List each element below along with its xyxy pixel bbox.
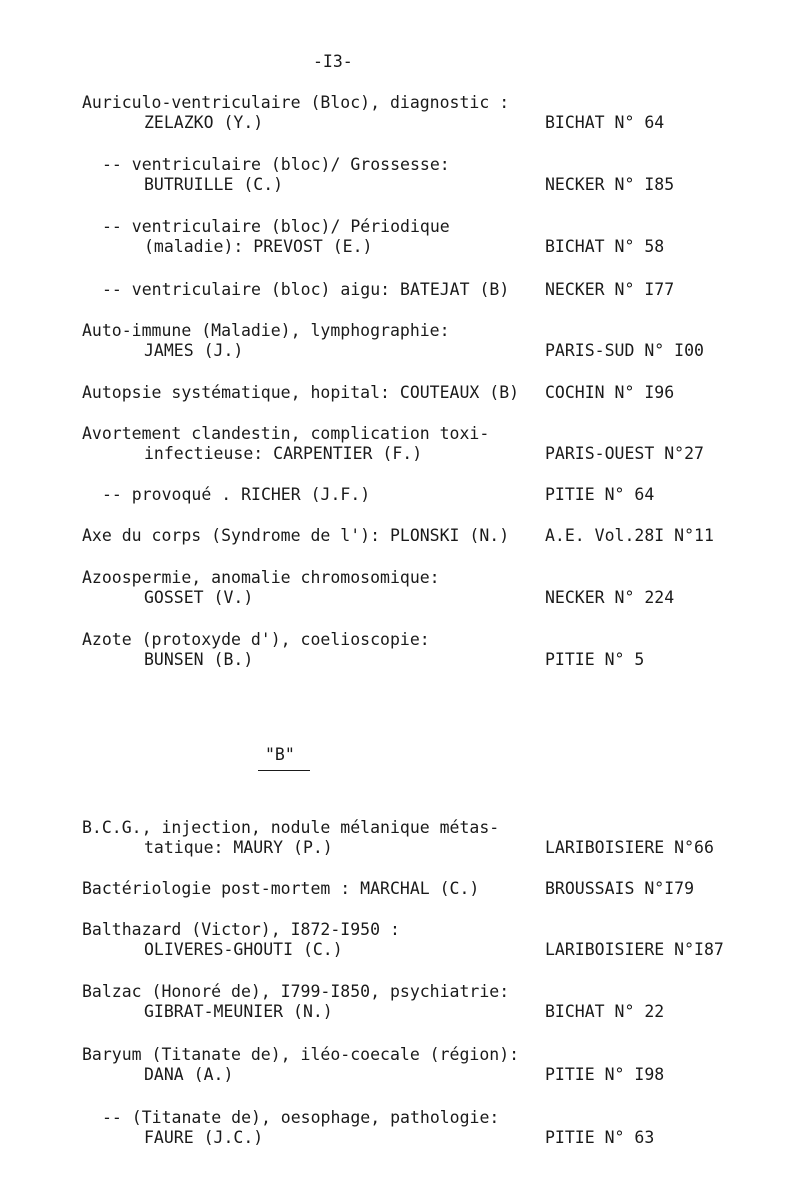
entry-subject: -- ventriculaire (bloc)/ Grossesse:: [102, 155, 450, 174]
entry-author: DANA (A.): [144, 1065, 234, 1084]
entry-reference: BICHAT N° 58: [545, 237, 665, 256]
index-entry: [82, 93, 722, 133]
entry-author: (maladie): PREVOST (E.): [144, 237, 373, 256]
index-entry: [82, 1108, 722, 1148]
entry-reference: PITIE N° 64: [545, 485, 655, 504]
entry-reference: PARIS-SUD N° I00: [545, 341, 704, 360]
entry-reference: PARIS-OUEST N°27: [545, 444, 704, 463]
entry-reference: PITIE N° 63: [545, 1128, 655, 1147]
index-entry: [82, 383, 722, 403]
index-entry: [82, 424, 722, 464]
entry-subject: Balthazard (Victor), I872-I950 :: [82, 920, 400, 939]
entry-author: ZELAZKO (Y.): [144, 113, 264, 132]
entry-subject: B.C.G., injection, nodule mélanique métas-: [82, 818, 500, 837]
entry-reference: LARIBOISIERE N°66: [545, 838, 714, 857]
entry-author: BUTRUILLE (C.): [144, 175, 284, 194]
entry-reference: PITIE N° I98: [545, 1065, 665, 1084]
entry-subject: Auriculo-ventriculaire (Bloc), diagnostic :: [82, 93, 510, 112]
entry-subject: Azote (protoxyde d'), coelioscopie:: [82, 630, 430, 649]
entry-reference: NECKER N° I77: [545, 280, 675, 299]
entry-subject: -- (Titanate de), oesophage, pathologie:: [102, 1108, 500, 1127]
index-entry: [82, 526, 722, 546]
entry-subject: Balzac (Honoré de), I799-I850, psychiatrie:: [82, 982, 510, 1001]
entry-reference: A.E. Vol.28I N°11: [545, 526, 714, 545]
entry-subject: Auto-immune (Maladie), lymphographie:: [82, 321, 450, 340]
entry-reference: BICHAT N° 22: [545, 1002, 665, 1021]
index-entry: [82, 485, 722, 505]
entry-author: infectieuse: CARPENTIER (F.): [144, 444, 423, 463]
index-entry: [82, 280, 722, 300]
page-number: -I3-: [313, 52, 353, 71]
entry-reference: PITIE N° 5: [545, 650, 645, 669]
entry-subject: -- ventriculaire (bloc) aigu: BATEJAT (B): [102, 280, 510, 299]
entry-reference: BROUSSAIS N°I79: [545, 879, 695, 898]
entry-reference: LARIBOISIERE N°I87: [545, 940, 724, 959]
entry-author: GIBRAT-MEUNIER (N.): [144, 1002, 333, 1021]
index-entry: [82, 321, 722, 361]
index-entry: [82, 155, 722, 195]
index-entry: [82, 879, 722, 899]
entry-author: OLIVERES-GHOUTI (C.): [144, 940, 343, 959]
entry-subject: Baryum (Titanate de), iléo-coecale (région):: [82, 1045, 520, 1064]
entry-reference: BICHAT N° 64: [545, 113, 665, 132]
entry-author: JAMES (J.): [144, 341, 244, 360]
index-entry: [82, 920, 722, 960]
index-entry: [82, 217, 722, 257]
entry-subject: Axe du corps (Syndrome de l'): PLONSKI (N.): [82, 526, 510, 545]
entry-subject: -- ventriculaire (bloc)/ Périodique: [102, 217, 450, 236]
entry-subject: Azoospermie, anomalie chromosomique:: [82, 568, 440, 587]
entry-author: tatique: MAURY (P.): [144, 838, 333, 857]
index-entry: [82, 568, 722, 608]
entry-subject: -- provoqué . RICHER (J.F.): [102, 485, 371, 504]
index-entry: [82, 1045, 722, 1085]
entry-reference: COCHIN N° I96: [545, 383, 675, 402]
entry-reference: NECKER N° I85: [545, 175, 675, 194]
index-entry: [82, 630, 722, 670]
entry-author: FAURE (J.C.): [144, 1128, 264, 1147]
section-heading: "B": [265, 745, 295, 764]
section-underline: [258, 770, 310, 771]
entry-subject: Autopsie systématique, hopital: COUTEAUX (B): [82, 383, 520, 402]
index-entry: [82, 818, 722, 858]
entry-author: GOSSET (V.): [144, 588, 254, 607]
entry-subject: Bactériologie post-mortem : MARCHAL (C.): [82, 879, 480, 898]
entry-reference: NECKER N° 224: [545, 588, 675, 607]
entry-subject: Avortement clandestin, complication toxi-: [82, 424, 490, 443]
index-entry: [82, 982, 722, 1022]
entry-author: BUNSEN (B.): [144, 650, 254, 669]
